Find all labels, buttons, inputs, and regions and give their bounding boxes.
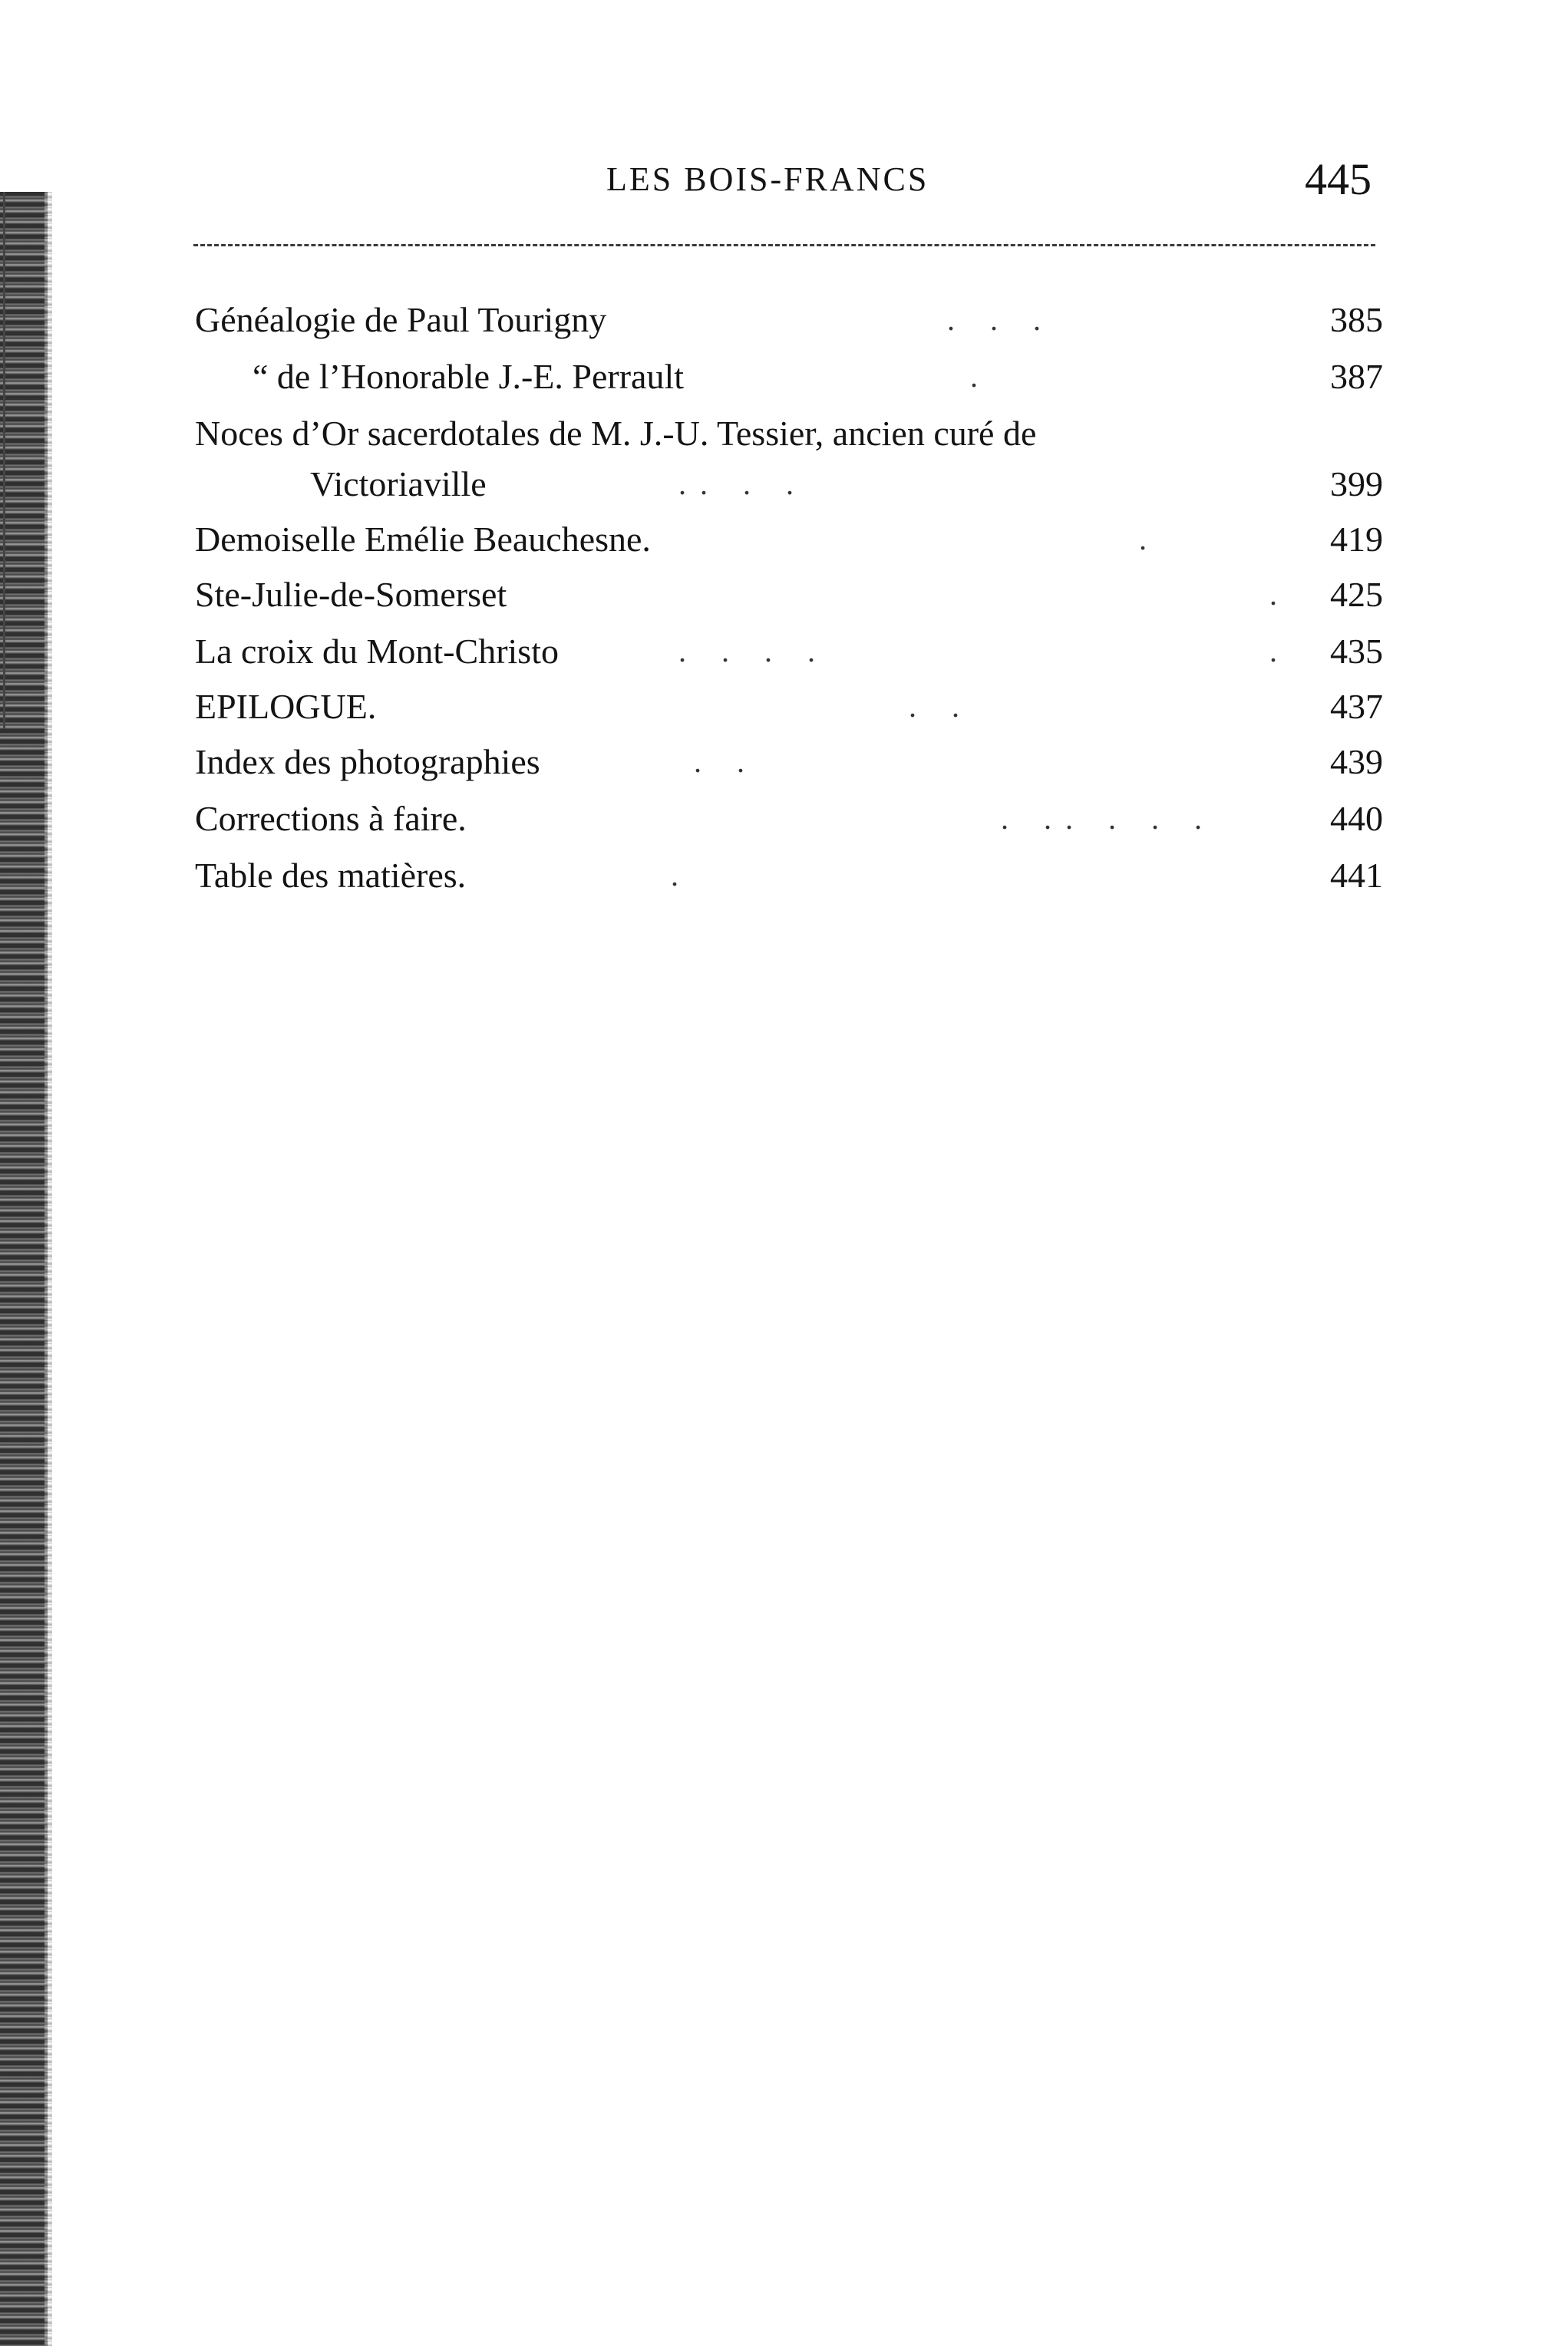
leader-dots: .	[1139, 522, 1160, 556]
leader-dots: . .	[694, 744, 758, 779]
toc-entry-page: 440	[1330, 799, 1383, 838]
toc-entry-title: EPILOGUE.	[195, 687, 377, 726]
toc-entry	[195, 566, 1383, 623]
toc-entry	[195, 348, 1383, 405]
toc-entry-page: 387	[1330, 357, 1383, 396]
leader-dots: . . .	[947, 302, 1055, 337]
toc-entry-page: 399	[1330, 464, 1383, 503]
toc-entry-title: Table des matières.	[195, 856, 467, 895]
toc-entry	[195, 292, 1383, 348]
toc-entry-title: La croix du Mont-Christo	[195, 632, 559, 671]
toc-entry-title: “ de l’Honorable J.-E. Perrault	[253, 357, 685, 396]
toc-entry-page: 437	[1330, 687, 1383, 726]
running-title: LES BOIS-FRANCS	[606, 160, 929, 198]
leader-dots: .	[1269, 634, 1291, 668]
toc-entry-page: 419	[1330, 520, 1383, 559]
toc-entry	[195, 847, 1383, 904]
leader-dots: .	[671, 858, 692, 893]
toc-entry-title: Victoriaville	[310, 464, 487, 503]
scan-edge-line	[3, 192, 5, 729]
toc-entry-title: Demoiselle Emélie Beauchesne.	[195, 520, 651, 559]
toc-entry-title: Généalogie de Paul Tourigny	[195, 300, 607, 339]
toc-entry	[195, 678, 1383, 735]
toc-entry-page: 385	[1330, 300, 1383, 339]
toc-entry-page: 439	[1330, 742, 1383, 781]
toc-entry	[195, 623, 1383, 680]
leader-dots: .. . .	[678, 467, 807, 501]
header-rule	[193, 244, 1375, 246]
page-number: 445	[1305, 154, 1372, 204]
toc-entry-page: 441	[1330, 856, 1383, 895]
toc-entry-title: Noces d’Or sacerdotales de M. J.-U. Tessier, ancien curé de	[195, 414, 1037, 453]
leader-dots: . .. . . .	[1001, 801, 1216, 836]
toc-entry-title: Ste-Julie-de-Somerset	[195, 575, 507, 614]
leader-dots: .	[1269, 577, 1291, 612]
leader-dots: .	[970, 359, 992, 394]
toc-entry	[195, 734, 1383, 790]
toc-entry-page: 435	[1330, 632, 1383, 671]
toc-entry-title: Index des photographies	[195, 742, 540, 781]
toc-entry	[195, 511, 1383, 568]
toc-entry	[195, 405, 1383, 462]
leader-dots: . .	[909, 689, 973, 724]
leader-dots: . . . .	[678, 634, 829, 668]
scanned-binding-edge	[0, 192, 48, 2346]
toc-entry-title: Corrections à faire.	[195, 799, 467, 838]
toc-entry-page: 425	[1330, 575, 1383, 614]
toc-entry	[195, 790, 1383, 847]
toc-entry	[195, 456, 1383, 513]
